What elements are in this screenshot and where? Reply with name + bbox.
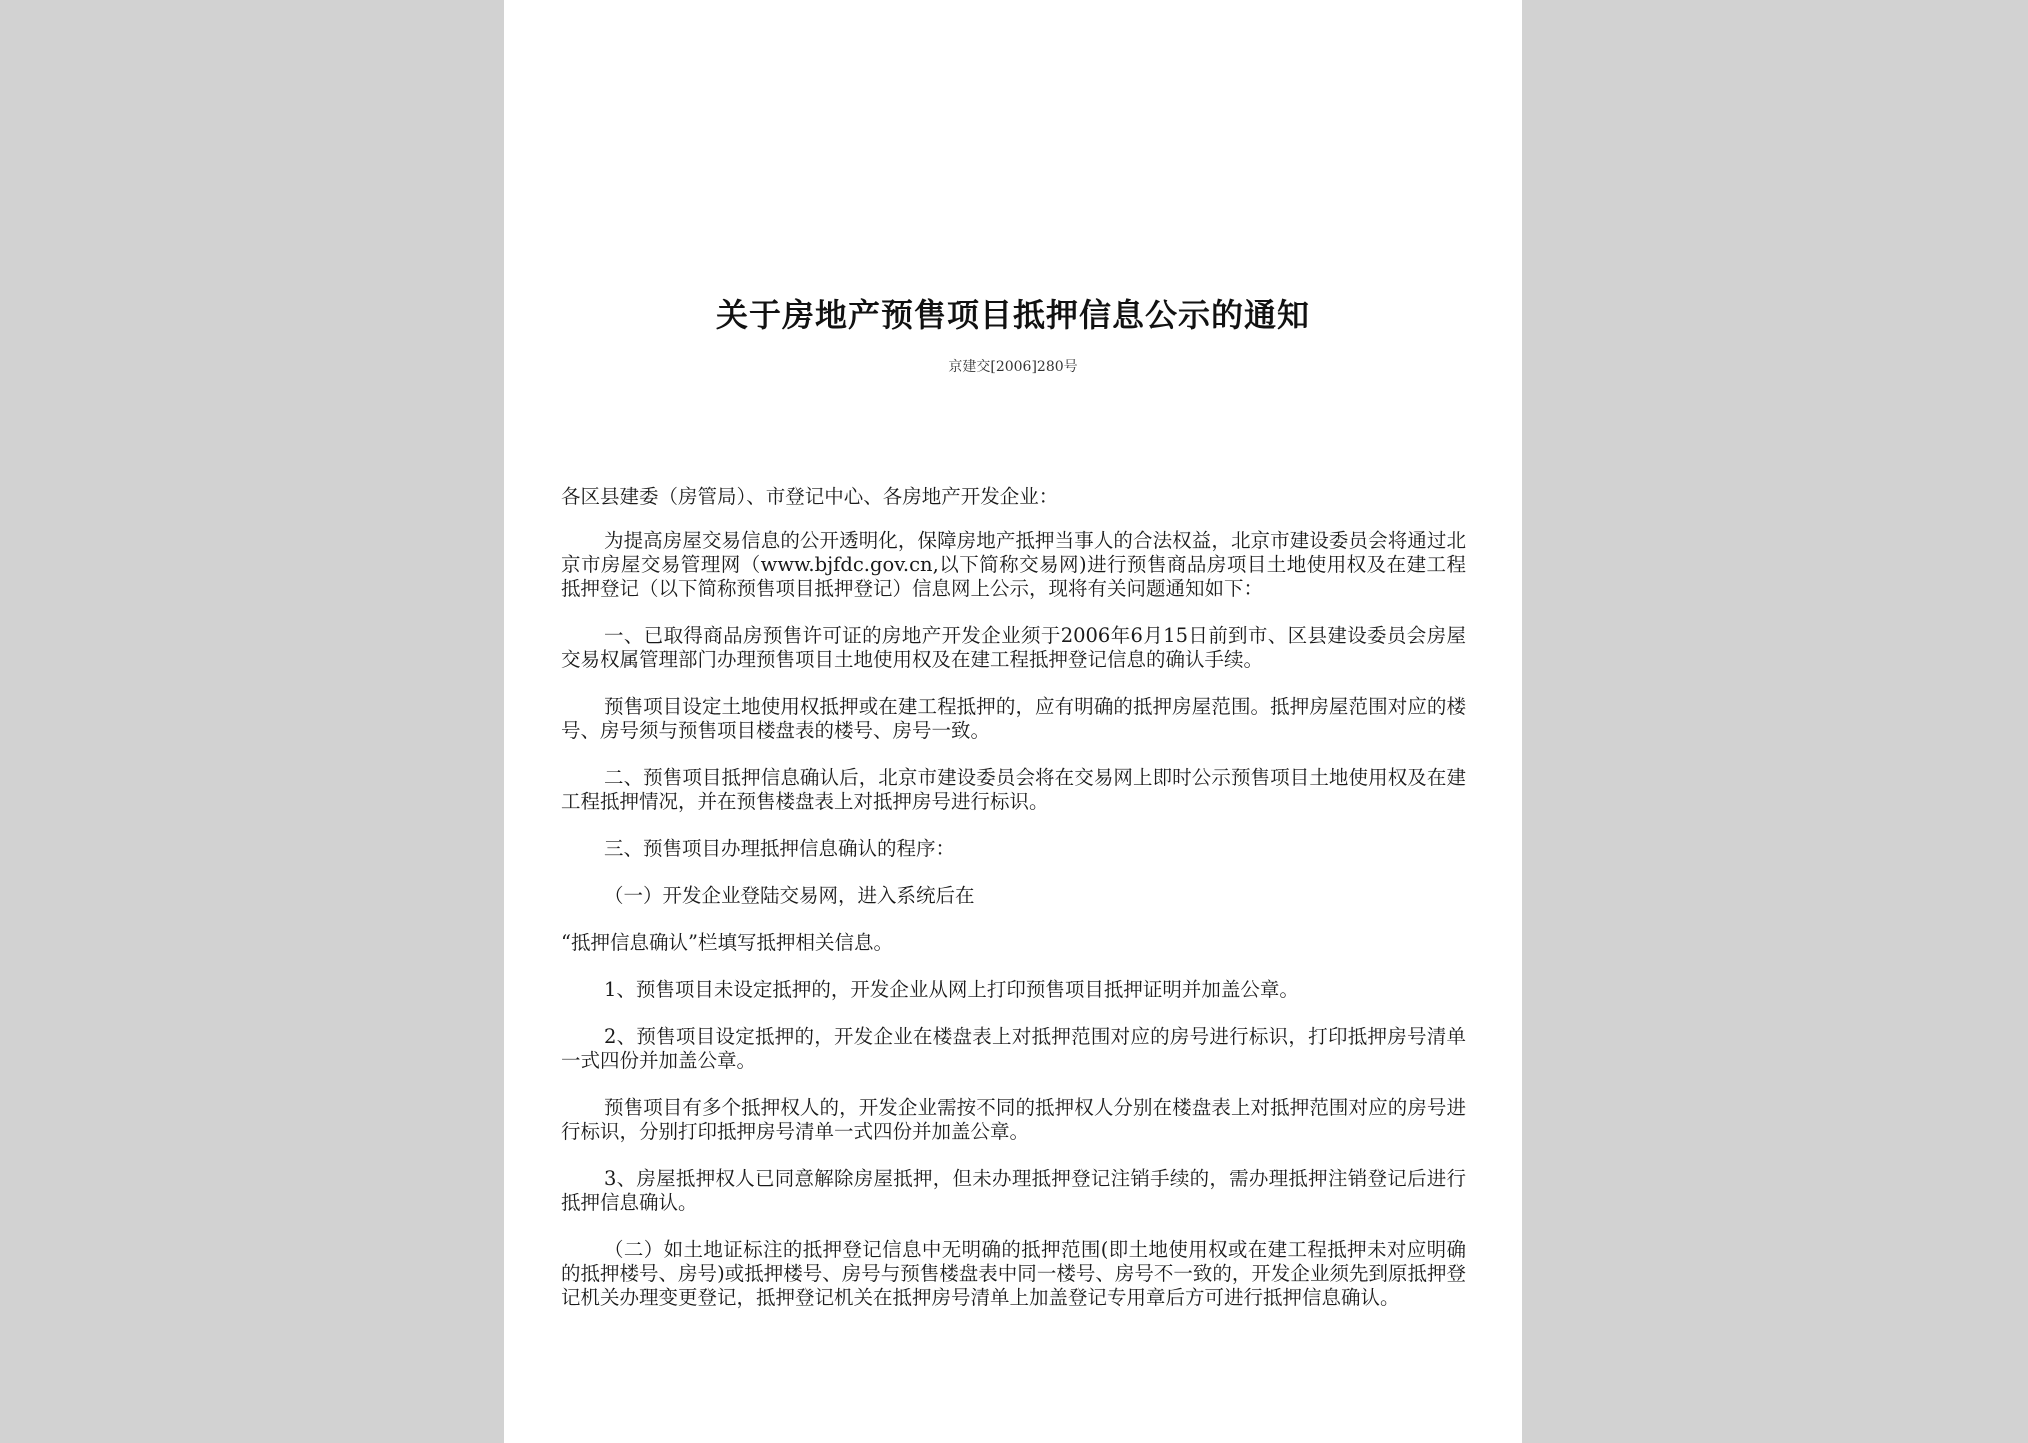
paragraph: “抵押信息确认”栏填写抵押相关信息。: [561, 931, 893, 954]
paragraph: 3、房屋抵押权人已同意解除房屋抵押，但未办理抵押登记注销手续的，需办理抵押注销登记后进行抵押信息确认。: [561, 1167, 1466, 1214]
document-title: 关于房地产预售项目抵押信息公示的通知: [715, 296, 1310, 334]
paragraph: （一）开发企业登陆交易网，进入系统后在: [604, 884, 975, 907]
paragraph: 1、预售项目未设定抵押的，开发企业从网上打印预售项目抵押证明并加盖公章。: [604, 978, 1299, 1001]
paragraph: 三、预售项目办理抵押信息确认的程序：: [604, 837, 956, 860]
document-page: [504, 0, 1522, 1443]
document-body: [561, 485, 1466, 1333]
paragraph: 为提高房屋交易信息的公开透明化，保障房地产抵押当事人的合法权益，北京市建设委员会将通过北京市房屋交易管理网（www.bjfdc.gov.cn,以下简称交易网)进行预售商品房项目土地使用权及在建工程抵押登记（以下简称预售项目抵押登记）信息网上公示，现将有关问题通知如下：: [561, 529, 1466, 600]
salutation: 各区县建委（房管局）、市登记中心、各房地产开发企业：: [561, 485, 1059, 508]
paragraph: 一、已取得商品房预售许可证的房地产开发企业须于2006年6月15日前到市、区县建设委员会房屋交易权属管理部门办理预售项目土地使用权及在建工程抵押登记信息的确认手续。: [561, 624, 1466, 671]
paragraph: 预售项目有多个抵押权人的，开发企业需按不同的抵押权人分别在楼盘表上对抵押范围对应的房号进行标识，分别打印抵押房号清单一式四份并加盖公章。: [561, 1096, 1466, 1143]
paragraph: （二）如土地证标注的抵押登记信息中无明确的抵押范围(即土地使用权或在建工程抵押未对应明确的抵押楼号、房号)或抵押楼号、房号与预售楼盘表中同一楼号、房号不一致的，开发企业须先到原抵押登记机关办理变更登记，抵押登记机关在抵押房号清单上加盖登记专用章后方可进行抵押信息确认。: [561, 1238, 1466, 1309]
document-number: 京建交[2006]280号: [948, 359, 1078, 375]
paragraph: 二、预售项目抵押信息确认后，北京市建设委员会将在交易网上即时公示预售项目土地使用权及在建工程抵押情况，并在预售楼盘表上对抵押房号进行标识。: [561, 766, 1466, 813]
paragraph: 2、预售项目设定抵押的，开发企业在楼盘表上对抵押范围对应的房号进行标识，打印抵押房号清单一式四份并加盖公章。: [561, 1025, 1466, 1072]
paragraph: 预售项目设定土地使用权抵押或在建工程抵押的，应有明确的抵押房屋范围。抵押房屋范围对应的楼号、房号须与预售项目楼盘表的楼号、房号一致。: [561, 695, 1466, 742]
